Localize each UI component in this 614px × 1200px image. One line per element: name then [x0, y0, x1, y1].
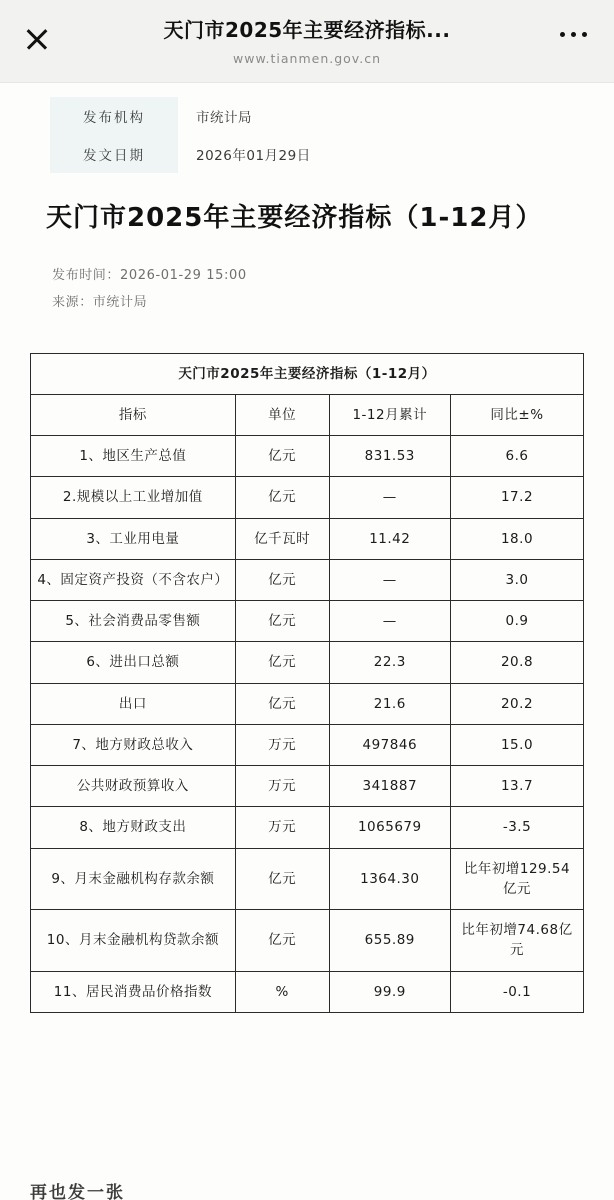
meta-row	[50, 97, 311, 135]
cell-yoy: 6.6	[451, 436, 584, 477]
cell-unit: %	[235, 971, 329, 1012]
meta-key-date: 发文日期	[50, 135, 178, 173]
cell-cumulative: 655.89	[329, 910, 450, 972]
cell-unit: 亿千瓦时	[235, 518, 329, 559]
browser-top-bar	[0, 0, 614, 83]
cell-cumulative: —	[329, 477, 450, 518]
cell-unit: 亿元	[235, 848, 329, 910]
cell-yoy: 3.0	[451, 559, 584, 600]
table-row	[31, 518, 583, 559]
cell-unit: 亿元	[235, 642, 329, 683]
cell-yoy: 20.8	[451, 642, 584, 683]
cell-cumulative: 21.6	[329, 683, 450, 724]
indicator-table-wrapper	[30, 353, 584, 1013]
table-caption: 天门市2025年主要经济指标（1-12月）	[31, 354, 583, 395]
table-header-row	[31, 394, 583, 435]
browser-title-block	[70, 14, 544, 66]
cell-cumulative: —	[329, 601, 450, 642]
cell-unit: 亿元	[235, 601, 329, 642]
cell-yoy: -3.5	[451, 807, 584, 848]
cell-unit: 亿元	[235, 910, 329, 972]
cell-unit: 亿元	[235, 477, 329, 518]
page-url: www.tianmen.gov.cn	[233, 51, 381, 66]
cell-cumulative: 22.3	[329, 642, 450, 683]
article-title: 天门市2025年主要经济指标（1-12月）	[46, 203, 543, 233]
cell-cumulative: 497846	[329, 724, 450, 765]
column-header-unit: 单位	[235, 394, 329, 435]
column-header-yoy: 同比±%	[451, 394, 584, 435]
cell-indicator: 10、月末金融机构贷款余额	[31, 910, 235, 972]
table-row	[31, 971, 583, 1012]
cell-cumulative: 1364.30	[329, 848, 450, 910]
cell-yoy: 15.0	[451, 724, 584, 765]
cell-yoy: 0.9	[451, 601, 584, 642]
more-options-icon[interactable]	[558, 30, 592, 42]
cell-unit: 亿元	[235, 436, 329, 477]
close-icon[interactable]	[22, 24, 52, 54]
cell-indicator: 公共财政预算收入	[31, 766, 235, 807]
cell-cumulative: 1065679	[329, 807, 450, 848]
cell-indicator: 7、地方财政总收入	[31, 724, 235, 765]
cell-yoy: 比年初增74.68亿元	[451, 910, 584, 972]
cell-yoy: 20.2	[451, 683, 584, 724]
column-header-cumulative: 1-12月累计	[329, 394, 450, 435]
cell-cumulative: —	[329, 559, 450, 600]
article-publish-time: 发布时间：2026-01-29 15:00	[52, 268, 247, 284]
cell-indicator: 5、社会消费品零售额	[31, 601, 235, 642]
meta-value-date: 2026年01月29日	[196, 148, 311, 164]
cell-indicator: 2.规模以上工业增加值	[31, 477, 235, 518]
cell-indicator: 出口	[31, 683, 235, 724]
table-row	[31, 601, 583, 642]
cell-unit: 万元	[235, 807, 329, 848]
document-meta-table	[50, 97, 311, 173]
table-row	[31, 559, 583, 600]
cell-cumulative: 341887	[329, 766, 450, 807]
table-row	[31, 436, 583, 477]
cell-cumulative: 831.53	[329, 436, 450, 477]
cell-unit: 万元	[235, 724, 329, 765]
article-meta	[52, 262, 614, 317]
article-source: 来源：市统计局	[52, 295, 148, 311]
footer-text: 再也发一张	[30, 1183, 125, 1200]
table-row	[31, 683, 583, 724]
table-row	[31, 848, 583, 910]
cell-unit: 万元	[235, 766, 329, 807]
table-row	[31, 477, 583, 518]
indicator-table	[31, 354, 583, 1013]
cell-yoy: 比年初增129.54亿元	[451, 848, 584, 910]
page-title: 天门市2025年主要经济指标...	[163, 18, 451, 42]
meta-row	[50, 135, 311, 173]
table-caption-row	[31, 354, 583, 395]
cell-yoy: 13.7	[451, 766, 584, 807]
table-row	[31, 766, 583, 807]
cell-indicator: 1、地区生产总值	[31, 436, 235, 477]
cell-indicator: 6、进出口总额	[31, 642, 235, 683]
column-header-indicator: 指标	[31, 394, 235, 435]
table-row	[31, 724, 583, 765]
table-row	[31, 807, 583, 848]
cell-yoy: 18.0	[451, 518, 584, 559]
cell-unit: 亿元	[235, 683, 329, 724]
cell-cumulative: 11.42	[329, 518, 450, 559]
cell-unit: 亿元	[235, 559, 329, 600]
cell-cumulative: 99.9	[329, 971, 450, 1012]
cell-indicator: 9、月末金融机构存款余额	[31, 848, 235, 910]
cell-indicator: 4、固定资产投资（不含农户）	[31, 559, 235, 600]
cell-indicator: 3、工业用电量	[31, 518, 235, 559]
table-row	[31, 910, 583, 972]
meta-key-agency: 发布机构	[50, 97, 178, 135]
cell-indicator: 11、居民消费品价格指数	[31, 971, 235, 1012]
cell-yoy: 17.2	[451, 477, 584, 518]
cell-yoy: -0.1	[451, 971, 584, 1012]
cell-indicator: 8、地方财政支出	[31, 807, 235, 848]
meta-value-agency: 市统计局	[196, 110, 252, 126]
table-row	[31, 642, 583, 683]
